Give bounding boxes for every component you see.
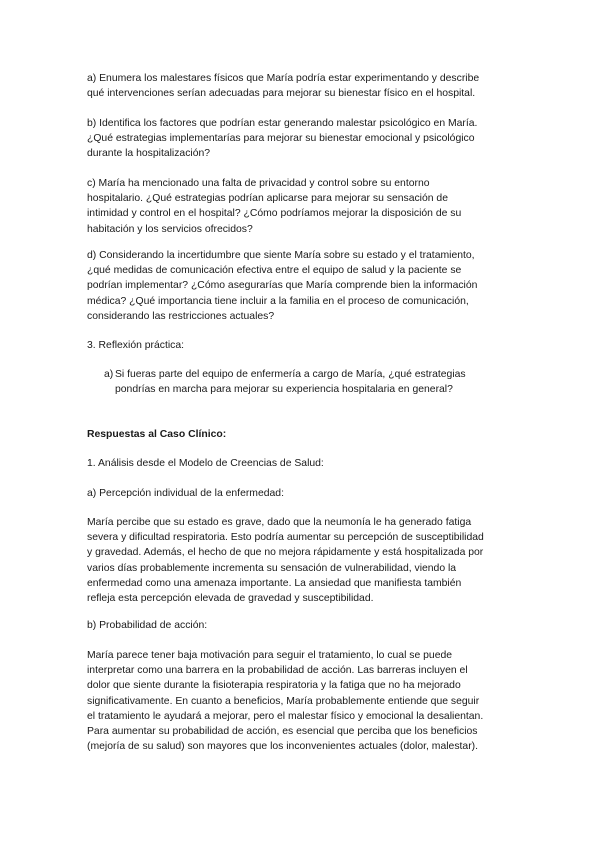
question-a-line: qué intervenciones serían adecuadas para mejorar su bienestar físico en el hospital.	[87, 88, 476, 100]
probability-paragraph	[87, 648, 527, 754]
perception-paragraph	[87, 515, 527, 606]
question-c-line: habitación y los servicios ofrecidos?	[87, 223, 253, 235]
question-d-line: considerando las restricciones actuales?	[87, 310, 275, 322]
perception-heading	[87, 486, 527, 501]
perception-line: María percibe que su estado es grave, dado que la neumonía le ha generado fatiga	[87, 517, 472, 528]
question-b-line: b) Identifica los factores que podrían estar generando malestar psicológico en María.	[87, 118, 478, 129]
perception-line: y gravedad. Además, el hecho de que no mejora rápidamente y está hospitalizada por	[87, 547, 484, 559]
question-c	[87, 176, 527, 237]
question-c-line: intimidad y control en el hospital? ¿Cómo podríamos mejorar la disposición de su	[87, 208, 462, 220]
answers-heading-text: Respuestas al Caso Clínico:	[87, 429, 227, 440]
probability-line: el tratamiento le ayudará a mejorar, pero el malestar físico y emocional la desalientan.	[87, 710, 484, 722]
perception-line: varios días probablemente incrementa su sensación de vulnerabilidad, viendo la	[87, 562, 457, 574]
reflection-item-line: pondrías en marcha para mejorar su experiencia hospitalaria en general?	[115, 384, 453, 396]
question-a-line: a) Enumera los malestares físicos que María podría estar experimentando y describe	[87, 73, 480, 84]
probability-line: interpretar como una barrera en la probabilidad de acción. Las barreras incluyen el	[87, 665, 468, 677]
question-d-line: d) Considerando la incertidumbre que siente María sobre su estado y el tratamiento,	[87, 250, 475, 261]
probability-heading-text: b) Probabilidad de acción:	[87, 620, 208, 631]
perception-line: refleja esta percepción elevada de gravedad y susceptibilidad.	[87, 593, 374, 605]
probability-line: Para aumentar su probabilidad de acción, es esencial que perciba que los beneficios	[87, 726, 478, 738]
reflection-item	[115, 367, 525, 397]
reflection-item-line: Si fueras parte del equipo de enfermería a cargo de María, ¿qué estrategias	[115, 369, 466, 380]
question-d-line: podrían implementar? ¿Cómo asegurarías que María comprende bien la información	[87, 280, 478, 292]
section-1-text: 1. Análisis desde el Modelo de Creencias de Salud:	[87, 458, 324, 469]
probability-line: (mejoría de su salud) son mayores que los inconvenientes actuales (dolor, malestar).	[87, 741, 478, 753]
question-b-line: ¿Qué estrategias implementarías para mejorar su bienestar emocional y psicológico	[87, 133, 475, 145]
reflection-heading-text: 3. Reflexión práctica:	[87, 340, 185, 351]
probability-line: dolor que siente durante la fisioterapia respiratoria y la fatiga que no ha mejorado	[87, 680, 461, 692]
question-d-line: médica? ¿Qué importancia tiene incluir a la familia en el proceso de comunicación,	[87, 295, 469, 307]
perception-line: enfermedad como una amenaza importante. La ansiedad que manifiesta también	[87, 577, 462, 589]
question-b-line: durante la hospitalización?	[87, 148, 211, 160]
probability-line: María parece tener baja motivación para seguir el tratamiento, lo cual se puede	[87, 650, 453, 661]
question-d-line: ¿qué medidas de comunicación efectiva entre el equipo de salud y la paciente se	[87, 265, 462, 277]
question-c-line: c) María ha mencionado una falta de privacidad y control sobre su entorno	[87, 178, 430, 189]
probability-heading	[87, 618, 527, 633]
question-d	[87, 248, 527, 324]
probability-line: significativamente. En cuanto a beneficios, María probablemente entiende que seguir	[87, 695, 480, 707]
question-c-line: hospitalario. ¿Qué estrategias podrían aplicarse para mejorar su sensación de	[87, 193, 448, 205]
section-1-heading	[87, 456, 527, 471]
perception-heading-text: a) Percepción individual de la enfermedad:	[87, 488, 284, 499]
reflection-heading	[87, 338, 527, 353]
question-b	[87, 116, 527, 162]
question-a	[87, 71, 527, 101]
reflection-item-label: a)	[104, 369, 114, 380]
answers-heading	[87, 427, 527, 442]
perception-line: severa y dificultad respiratoria. Esto podría aumentar su percepción de susceptibilidad	[87, 532, 484, 544]
